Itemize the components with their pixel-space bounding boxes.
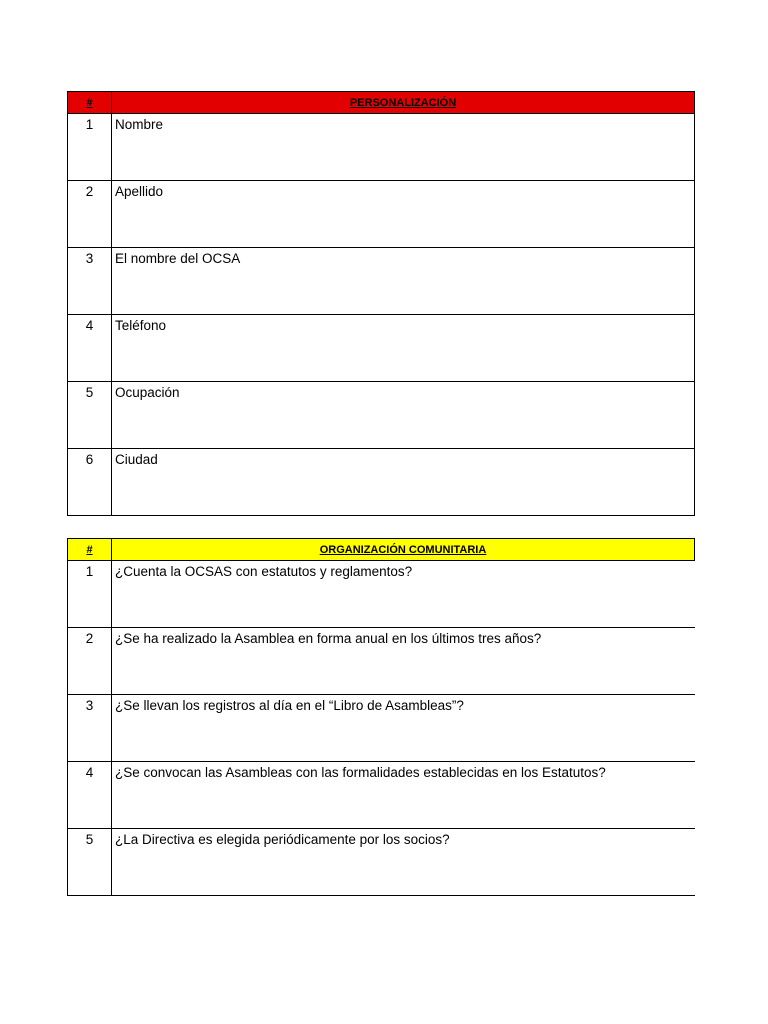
personalizacion-table bbox=[67, 91, 695, 516]
row-label-telefono[interactable]: Teléfono bbox=[112, 315, 695, 382]
question-estatutos[interactable]: ¿Cuenta la OCSAS con estatutos y reglamentos? bbox=[112, 561, 695, 628]
row-label-apellido[interactable]: Apellido bbox=[112, 181, 695, 248]
table-row bbox=[68, 449, 695, 516]
row-number: 1 bbox=[68, 561, 112, 628]
question-libro-asambleas[interactable]: ¿Se llevan los registros al día en el “Libro de Asambleas”? bbox=[112, 695, 695, 762]
question-asamblea-anual[interactable]: ¿Se ha realizado la Asamblea en forma anual en los últimos tres años? bbox=[112, 628, 695, 695]
row-number: 1 bbox=[68, 114, 112, 181]
table-row bbox=[68, 695, 695, 762]
table-row bbox=[68, 829, 695, 896]
row-number: 2 bbox=[68, 181, 112, 248]
table-row bbox=[68, 114, 695, 181]
header-number: # bbox=[68, 92, 112, 114]
row-label-ciudad[interactable]: Ciudad bbox=[112, 449, 695, 516]
question-directiva[interactable]: ¿La Directiva es elegida periódicamente por los socios? bbox=[112, 829, 695, 896]
row-number: 2 bbox=[68, 628, 112, 695]
row-number: 3 bbox=[68, 695, 112, 762]
row-label-nombre[interactable]: Nombre bbox=[112, 114, 695, 181]
header-title: ORGANIZACIÓN COMUNITARIA bbox=[112, 539, 695, 561]
table-row bbox=[68, 181, 695, 248]
organizacion-comunitaria-table bbox=[67, 538, 695, 896]
row-number: 5 bbox=[68, 382, 112, 449]
row-number: 4 bbox=[68, 762, 112, 829]
table-row bbox=[68, 248, 695, 315]
header-number: # bbox=[68, 539, 112, 561]
row-number: 4 bbox=[68, 315, 112, 382]
table-header-row bbox=[68, 92, 695, 114]
table-row bbox=[68, 628, 695, 695]
row-number: 5 bbox=[68, 829, 112, 896]
table-row bbox=[68, 762, 695, 829]
question-convocatoria[interactable]: ¿Se convocan las Asambleas con las formalidades establecidas en los Estatutos? bbox=[112, 762, 695, 829]
table-row bbox=[68, 315, 695, 382]
row-label-ocupacion[interactable]: Ocupación bbox=[112, 382, 695, 449]
row-label-nombre-ocsa[interactable]: El nombre del OCSA bbox=[112, 248, 695, 315]
table-row bbox=[68, 561, 695, 628]
header-title: PERSONALIZACIÓN bbox=[112, 92, 695, 114]
table-row bbox=[68, 382, 695, 449]
row-number: 3 bbox=[68, 248, 112, 315]
row-number: 6 bbox=[68, 449, 112, 516]
table-header-row bbox=[68, 539, 695, 561]
